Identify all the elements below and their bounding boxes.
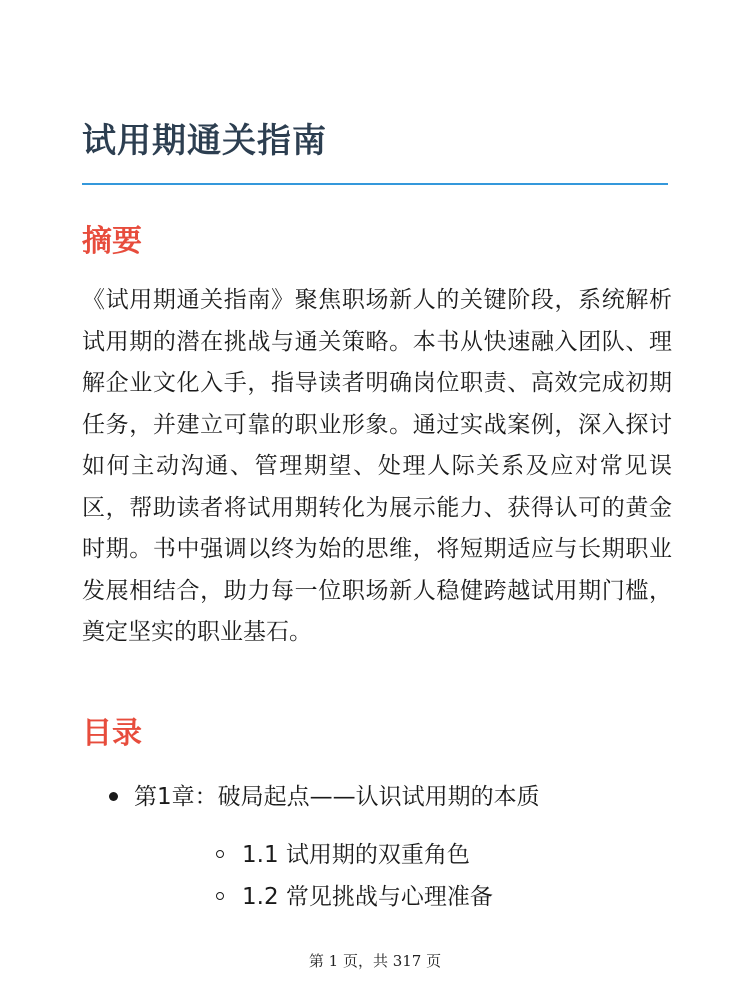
toc-section-label: 1.2 常见挑战与心理准备 bbox=[242, 884, 493, 910]
document-title: 试用期通关指南 bbox=[82, 121, 327, 161]
table-of-contents bbox=[82, 776, 672, 918]
bullet-circle-icon bbox=[216, 892, 224, 900]
bullet-circle-icon bbox=[216, 850, 224, 858]
toc-section-label: 1.1 试用期的双重角色 bbox=[242, 842, 470, 868]
title-divider bbox=[82, 183, 668, 185]
toc-section-item[interactable] bbox=[134, 834, 672, 876]
abstract-text: 《试用期通关指南》聚焦职场新人的关键阶段，系统解析试用期的潜在挑战与通关策略。本书从快速融入团队、理解企业文化入手，指导读者明确岗位职责、高效完成初期任务，并建立可靠的职业形象。通过实战案例，深入探讨如何主动沟通、管理期望、处理人际关系及应对常见误区，帮助读者将试用期转化为展示能力、获得认可的黄金时期。书中强调以终为始的思维，将短期适应与长期职业发展相结合，助力每一位职场新人稳健跨越试用期门槛，奠定坚实的职业基石。 bbox=[82, 287, 672, 645]
abstract-heading: 摘要 bbox=[82, 224, 142, 259]
toc-chapter-label: 第1章：破局起点——认识试用期的本质 bbox=[134, 784, 540, 810]
toc-heading: 目录 bbox=[82, 716, 142, 751]
page-footer: 第 1 页，共 317 页 bbox=[308, 952, 442, 970]
toc-section-item[interactable] bbox=[134, 876, 672, 918]
bullet-disc-icon bbox=[109, 792, 118, 801]
toc-section-list bbox=[134, 834, 672, 918]
toc-chapter-item[interactable] bbox=[82, 776, 672, 918]
